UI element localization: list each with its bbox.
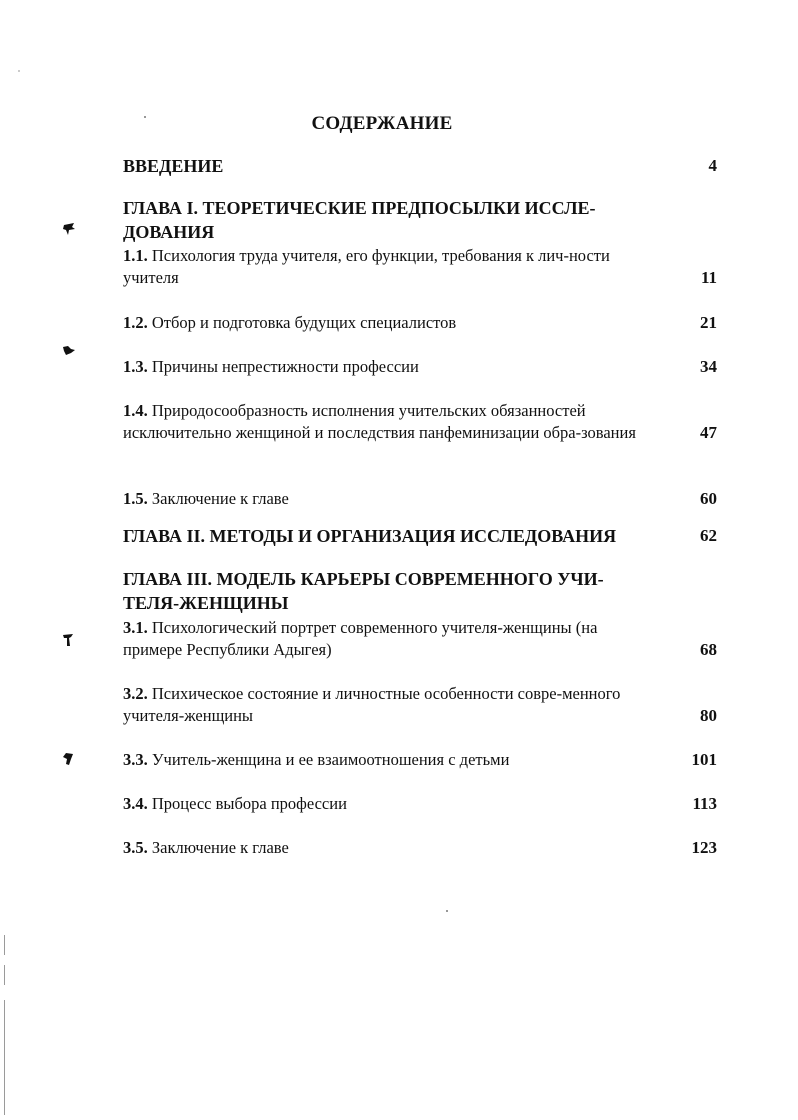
toc-section-number: 1.5. <box>123 489 148 508</box>
toc-page-number: 80 <box>700 706 717 725</box>
toc-entry-text <box>123 245 643 289</box>
toc-entry-chapter-1 <box>123 196 717 244</box>
toc-entry-title: Заключение к главе <box>151 838 289 857</box>
toc-entry-title: ВВЕДЕНИЕ <box>123 156 224 176</box>
scan-edge-line <box>4 935 5 955</box>
toc-page-number: 101 <box>691 750 717 769</box>
toc-entry-text <box>123 312 643 334</box>
toc-entry-chapter-3 <box>123 567 717 615</box>
toc-entry-title: Учитель-женщина и ее взаимоотношения с детьми <box>151 750 510 769</box>
toc-section-number: 3.2. <box>123 684 148 703</box>
toc-section-number: 1.2. <box>123 313 148 332</box>
toc-entry-text <box>123 837 643 859</box>
toc-entry-title: ГЛАВА III. МОДЕЛЬ КАРЬЕРЫ СОВРЕМЕННОГО УЧИ-ТЕЛЯ-ЖЕНЩИНЫ <box>123 569 604 613</box>
toc-entry-title: Психическое состояние и личностные особенности совре-менного учителя-женщины <box>123 684 621 725</box>
toc-entry-title: Заключение к главе <box>151 489 289 508</box>
toc-section-number: 1.4. <box>123 401 148 420</box>
toc-entry-text <box>123 749 643 771</box>
toc-entry-text <box>123 400 643 444</box>
toc-entry-title: ГЛАВА II. МЕТОДЫ И ОРГАНИЗАЦИЯ ИССЛЕДОВАНИЯ <box>123 526 617 546</box>
toc-entry-title: Причины непрестижности профессии <box>151 357 419 376</box>
scan-dot <box>144 116 146 118</box>
toc-page-number: 47 <box>700 423 717 442</box>
ink-mark-icon <box>62 752 74 766</box>
toc-entry-title: Психология труда учителя, его функции, требования к лич-ности учителя <box>123 246 610 287</box>
toc-entry-3-4 <box>123 793 717 815</box>
toc-page-number: 113 <box>692 794 717 813</box>
toc-section-number: 1.1. <box>123 246 148 265</box>
scan-dot <box>446 910 448 912</box>
page-title: СОДЕРЖАНИЕ <box>311 113 453 134</box>
toc-entry-title: ГЛАВА I. ТЕОРЕТИЧЕСКИЕ ПРЕДПОСЫЛКИ ИССЛЕ-ДОВАНИЯ <box>123 198 596 242</box>
toc-section-number: 1.3. <box>123 357 148 376</box>
scan-edge-line <box>4 1000 5 1115</box>
scan-edge-line <box>4 965 5 985</box>
toc-entry-title: Природосообразность исполнения учительских обязанностей исключительно женщиной и последствия панфеминизации обра-зования <box>123 401 636 442</box>
toc-section-number: 3.5. <box>123 838 148 857</box>
toc-page-number: 21 <box>700 313 717 332</box>
toc-page-number: 11 <box>700 268 717 287</box>
toc-entry-1-2 <box>123 312 717 334</box>
scan-dot <box>18 70 20 72</box>
toc-entry-text <box>123 683 643 727</box>
toc-entry-chapter-2 <box>123 524 717 548</box>
toc-section-number: 3.4. <box>123 794 148 813</box>
toc-page-number: 60 <box>700 489 717 508</box>
ink-mark-icon <box>62 345 76 357</box>
toc-entry-introduction <box>123 154 717 178</box>
toc-page-number: 123 <box>691 838 717 857</box>
toc-entry-text <box>123 488 643 510</box>
toc-section-number: 3.1. <box>123 618 148 637</box>
toc-page-number: 68 <box>700 640 717 659</box>
toc-entry-text <box>123 356 643 378</box>
toc-page-number: 4 <box>708 156 717 175</box>
toc-entry-1-3 <box>123 356 717 378</box>
toc-page-number: 62 <box>700 526 717 545</box>
ink-mark-icon <box>62 633 74 647</box>
toc-entry-title: Отбор и подготовка будущих специалистов <box>151 313 457 332</box>
toc-entry-3-1 <box>123 617 717 661</box>
toc-section-number: 3.3. <box>123 750 148 769</box>
toc-entry-1-5 <box>123 488 717 510</box>
toc-page-number: 34 <box>700 357 717 376</box>
toc-entry-3-5 <box>123 837 717 859</box>
toc-entry-title: Процесс выбора профессии <box>151 794 347 813</box>
ink-mark-icon <box>62 222 76 236</box>
toc-entry-text <box>123 617 643 661</box>
toc-entry-3-3 <box>123 749 717 771</box>
toc-entry-text <box>123 793 643 815</box>
toc-entry-1-4 <box>123 400 717 444</box>
toc-entry-1-1 <box>123 245 717 289</box>
toc-entry-3-2 <box>123 683 717 727</box>
toc-entry-title: Психологический портрет современного учителя-женщины (на примере Республики Адыгея) <box>123 618 598 659</box>
